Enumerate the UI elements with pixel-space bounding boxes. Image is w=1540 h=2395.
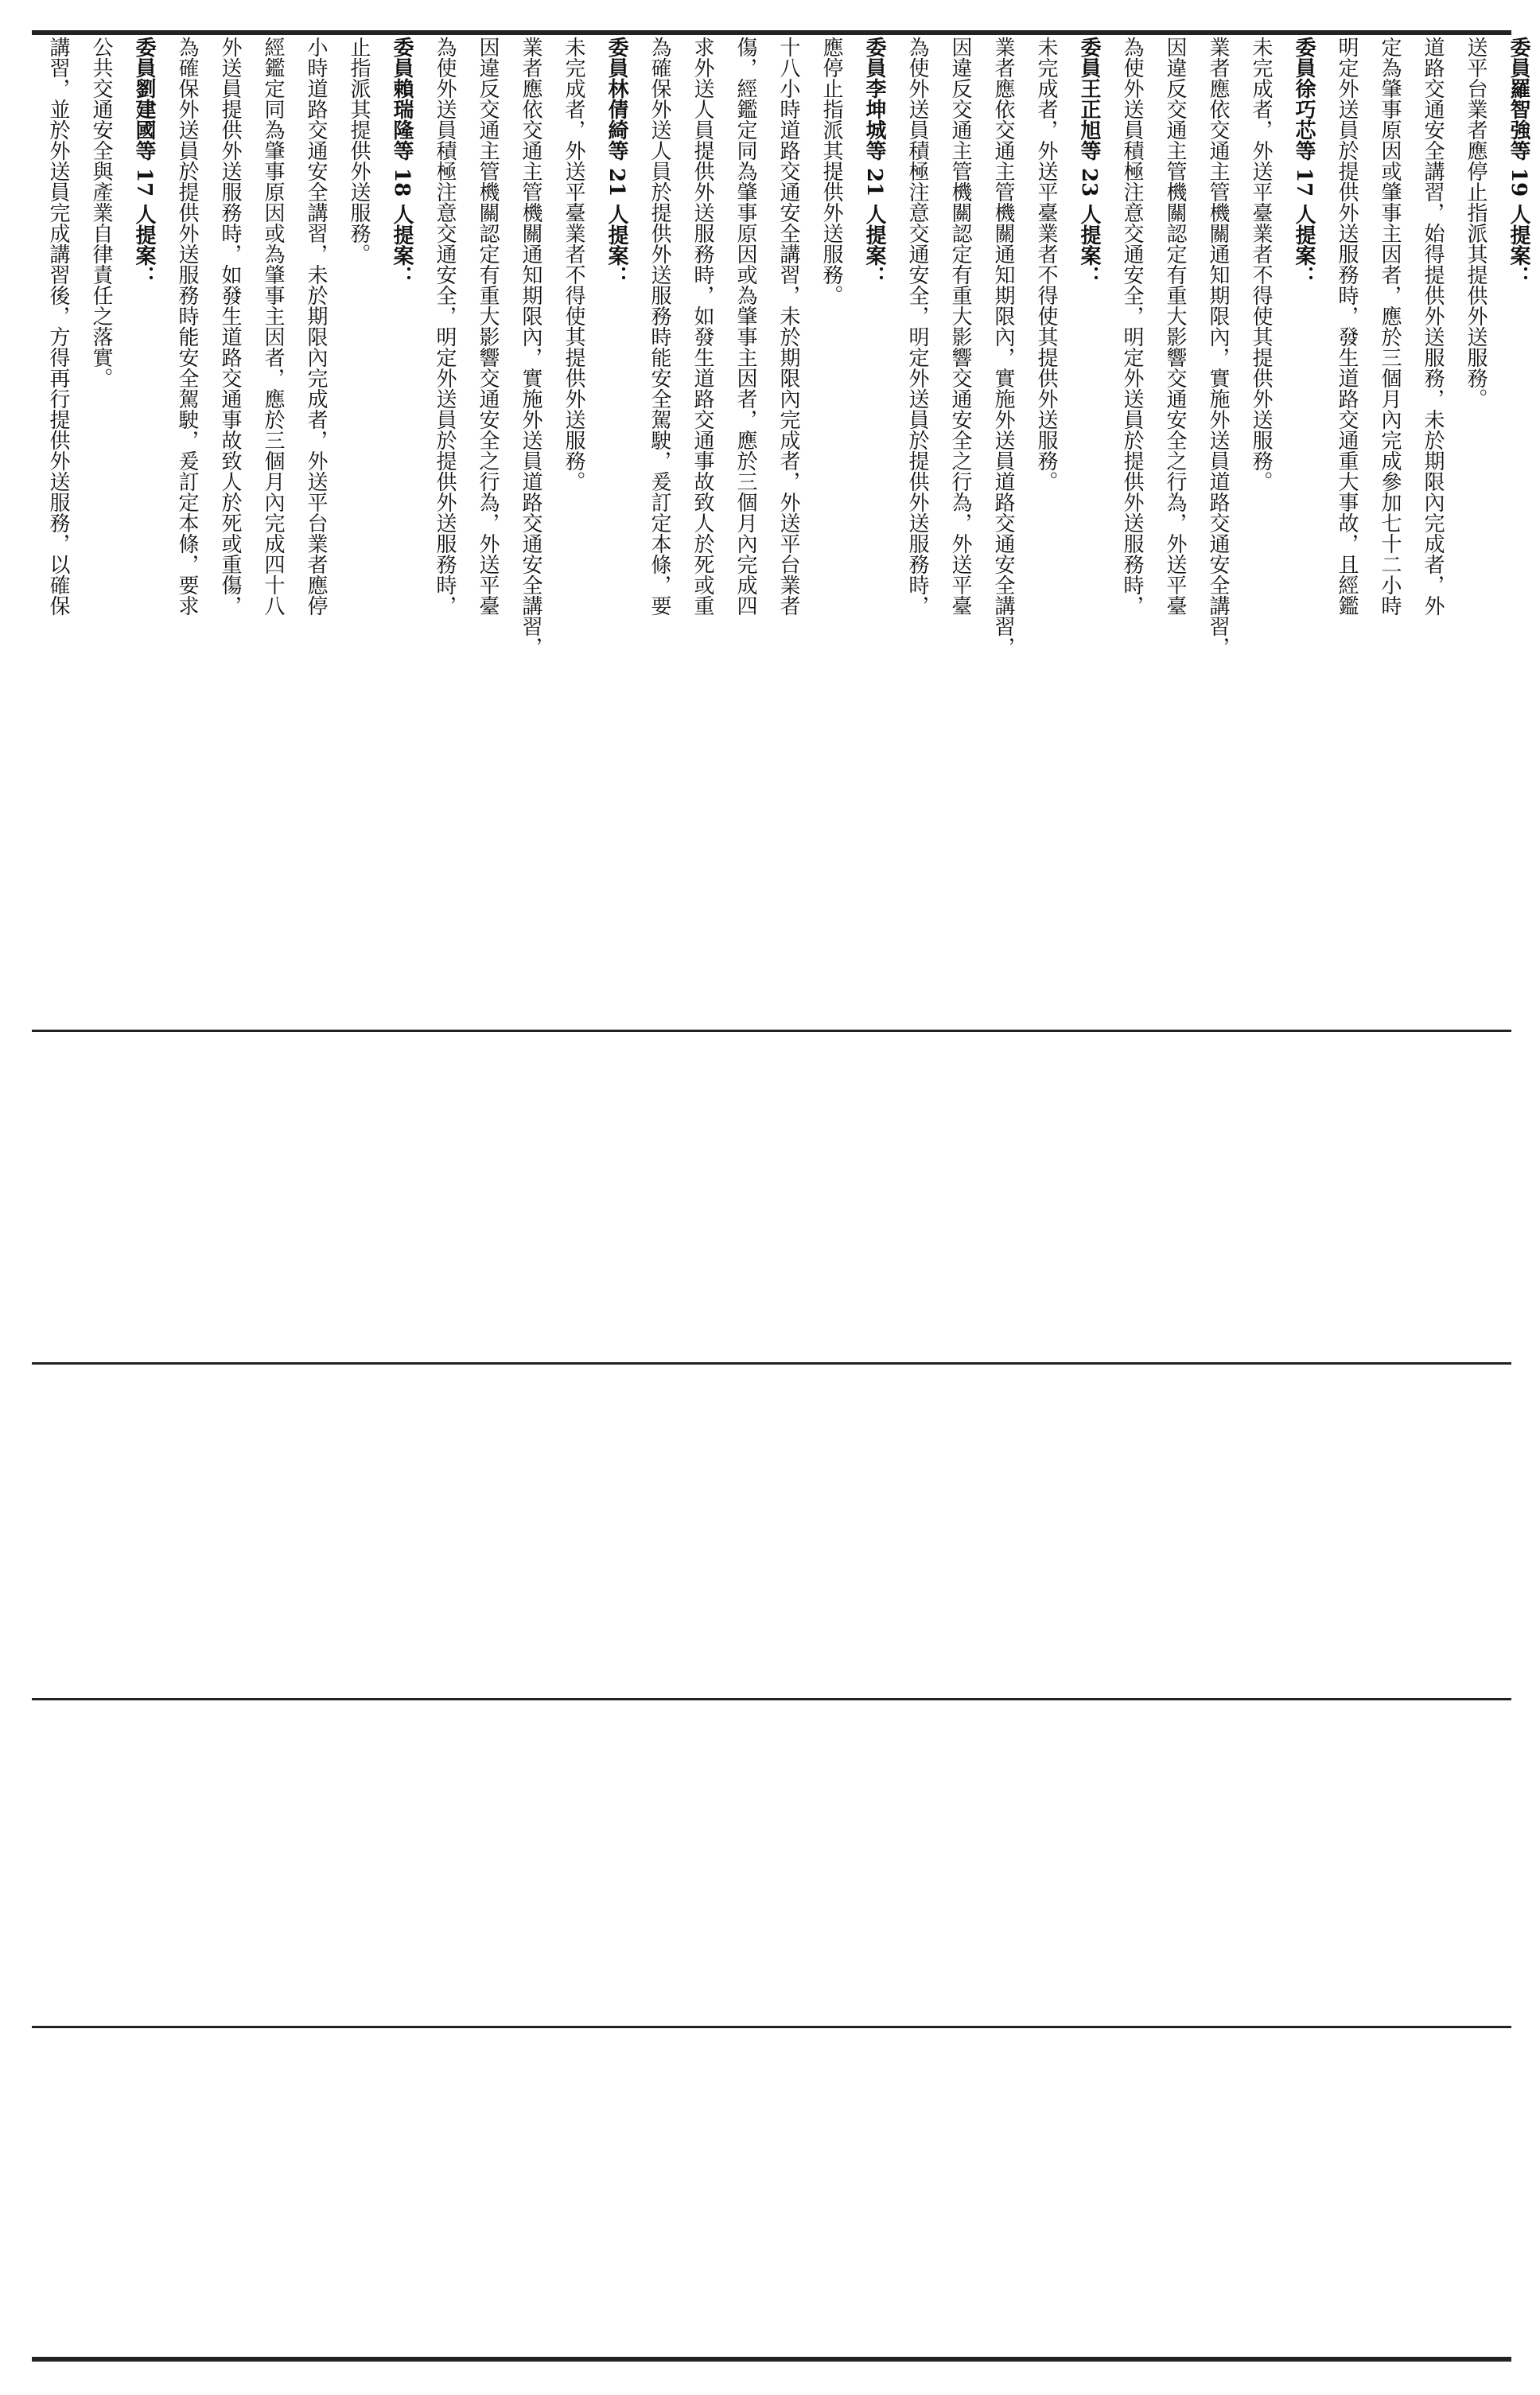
table-row-rule-3 — [32, 1698, 1511, 1700]
explanation-line: 為確保外送員於提供外送服務時能安全駕駛，爰訂定本條，要求 — [175, 37, 199, 616]
table-row-rule-4 — [32, 2026, 1511, 2028]
explanation-line: 未完成者，外送平臺業者不得使其提供外送服務。 — [1249, 37, 1273, 492]
proposer-heading: 委員羅智強等 19 人提案： — [1507, 37, 1530, 287]
proposer-heading: 委員徐巧芯等 17 人提案： — [1292, 37, 1316, 287]
explanation-line: 未完成者，外送平臺業者不得使其提供外送服務。 — [1034, 37, 1058, 492]
explanation-line: 十八小時道路交通安全講習，未於期限內完成者，外送平台業者 — [776, 37, 800, 616]
explanation-line: 公共交通安全與產業自律責任之落實。 — [89, 37, 113, 388]
explanation-line: 傷，經鑑定同為肇事原因或為肇事主因者，應於三個月內完成四 — [733, 37, 757, 616]
table-row-rule-2 — [32, 1362, 1511, 1365]
explanation-line: 為使外送員積極注意交通安全，明定外送員於提供外送服務時， — [433, 37, 457, 616]
proposer-heading: 委員李坤城等 21 人提案： — [862, 37, 886, 287]
explanation-line: 小時道路交通安全講習，未於期限內完成者，外送平台業者應停 — [304, 37, 328, 616]
explanation-cell — [37, 37, 1530, 705]
proposer-heading: 委員賴瑞隆等 18 人提案： — [390, 37, 414, 287]
table-top-rule — [32, 30, 1511, 35]
explanation-line: 明定外送員於提供外送服務時，發生道路交通重大事故，且經鑑 — [1335, 37, 1359, 616]
explanation-line: 外送員提供外送服務時，如發生道路交通事故致人於死或重傷， — [218, 37, 242, 616]
table-row-rule-1 — [32, 1030, 1511, 1032]
proposer-heading: 委員王正旭等 23 人提案： — [1077, 37, 1101, 287]
explanation-line: 業者應依交通主管機關通知期限內，實施外送員道路交通安全講習， — [1206, 37, 1230, 657]
explanation-line: 止指派其提供外送服務。 — [347, 37, 371, 264]
explanation-line: 送平台業者應停止指派其提供外送服務。 — [1464, 37, 1488, 409]
table-bottom-rule — [32, 2357, 1511, 2362]
explanation-line: 因違反交通主管機關認定有重大影響交通安全之行為，外送平臺 — [476, 37, 500, 616]
explanation-line: 業者應依交通主管機關通知期限內，實施外送員道路交通安全講習， — [519, 37, 542, 657]
explanation-line: 因違反交通主管機關認定有重大影響交通安全之行為，外送平臺 — [1163, 37, 1187, 616]
explanation-line: 業者應依交通主管機關通知期限內，實施外送員道路交通安全講習， — [991, 37, 1015, 657]
explanation-line: 應停止指派其提供外送服務。 — [819, 37, 843, 306]
proposer-heading: 委員劉建國等 17 人提案： — [132, 37, 156, 287]
proposer-heading: 委員林倩綺等 21 人提案： — [605, 37, 628, 287]
explanation-line: 因違反交通主管機關認定有重大影響交通安全之行為，外送平臺 — [948, 37, 972, 616]
explanation-line: 求外送人員提供外送服務時，如發生道路交通事故致人於死或重 — [690, 37, 714, 616]
explanation-line: 為確保外送人員於提供外送服務時能安全駕駛，爰訂定本條，要 — [648, 37, 671, 616]
explanation-line: 講習，並於外送員完成講習後，方得再行提供外送服務，以確保 — [46, 37, 70, 616]
explanation-line: 未完成者，外送平臺業者不得使其提供外送服務。 — [562, 37, 585, 492]
explanation-line: 為使外送員積極注意交通安全，明定外送員於提供外送服務時， — [1120, 37, 1144, 616]
explanation-line: 為使外送員積極注意交通安全，明定外送員於提供外送服務時， — [905, 37, 929, 616]
explanation-line: 經鑑定同為肇事原因或為肇事主因者，應於三個月內完成四十八 — [261, 37, 285, 616]
explanation-line: 定為肇事原因或肇事主因者，應於三個月內完成參加七十二小時 — [1378, 37, 1402, 616]
explanation-line: 道路交通安全講習，始得提供外送服務，未於期限內完成者，外 — [1421, 37, 1445, 616]
